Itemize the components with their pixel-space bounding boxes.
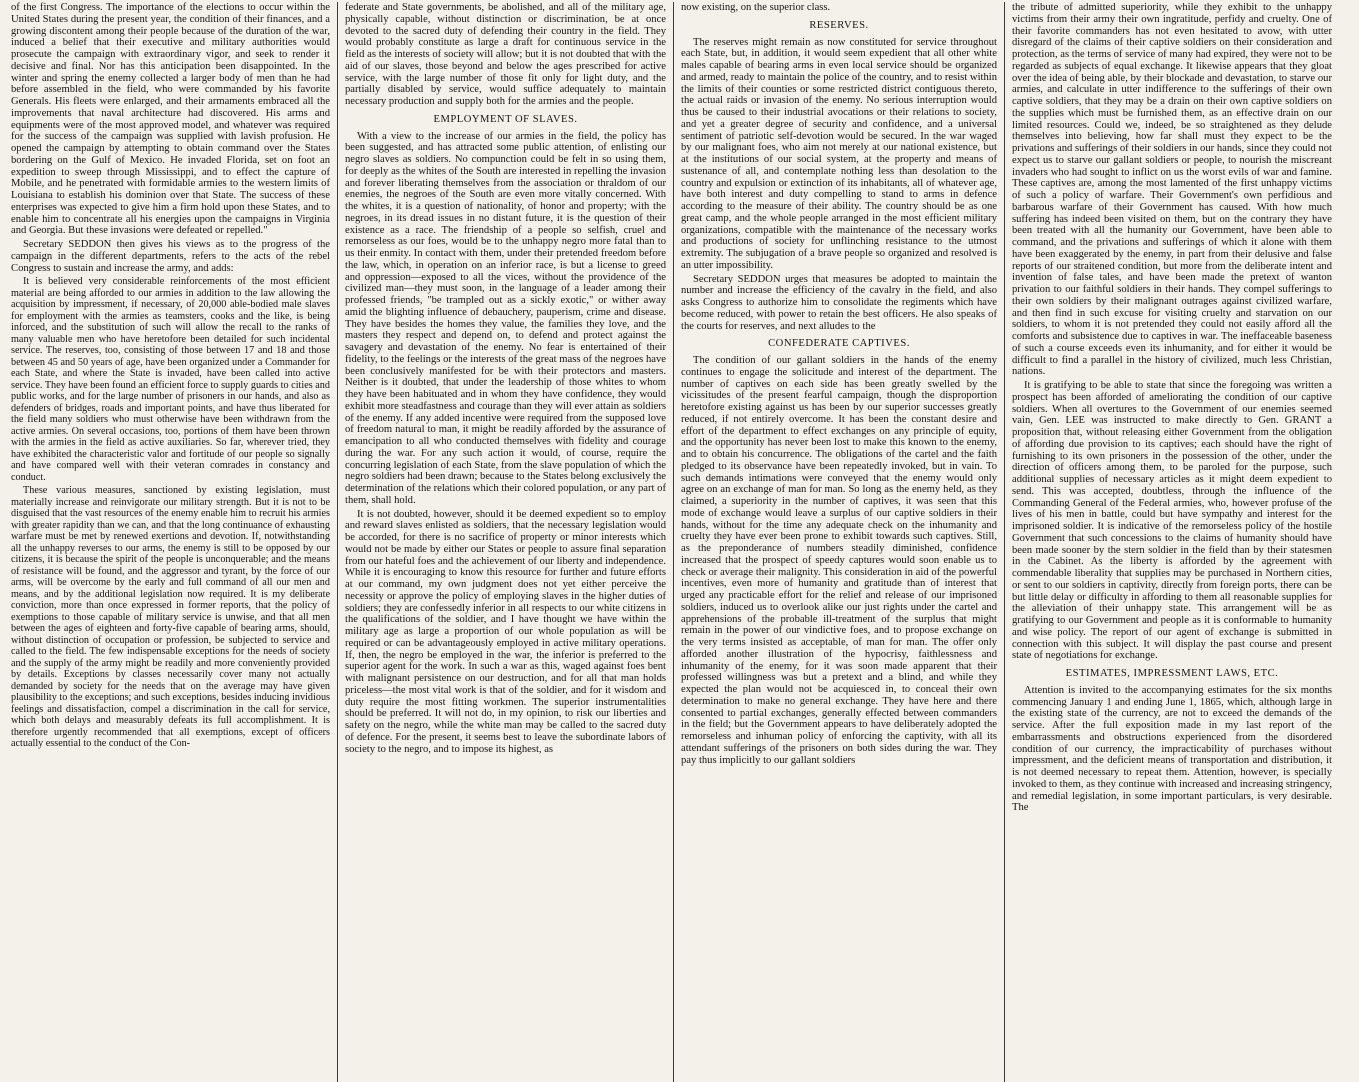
paragraph: of the first Congress. The importance of the elections to occur within the United States during the present year, the condition of their finances, and a growing discontent among their people because of the duration of the war, induced a belief that their executive and military authorities would prosecute the campaign with extraordinary vigor, and seek to render it decisive and final. Nor has this anticipation been disappointed. In the winter and spring the enemy collected a larger body of men than he had before assembled in the field, who were commanded by his favorite Generals. His fleets were enlarged, and their armaments embraced all the improvements that naval architecture had discovered. His arms and equipments were of the most approved model, and whatever was required for the success of the campaign was supplied with lavish profusion. He opened the campaign by attempting to obtain command over the States bordering on the Gulf of Mexico. He invaded Florida, set on foot an expedition to sweep through Mississippi, and to effect the capture of Mobile, and he penetrated with formidable armies to the western limits of Louisiana to establish his dominion over that State. The success of these enterprises was expected to give him a firm hold upon these States, and to enable him to concentrate all his energies upon the campaigns in Virginia and Georgia. But these invasions were defeated or repelled." — [11, 2, 330, 237]
quoted-paragraph: These various measures, sanctioned by existing legislation, must materially increase and reinvigorate our military strength. But it is not to be disguised that the vast resources of the enemy enable him to recruit his armies with greater rapidity than we can, and that the long continuance of exhausting warfare must be met by renewed exertions and devotion. If, notwithstanding all the unhappy reverses to our arms, the enemy is still to be opposed by our citizens, it is because the spirit of the people is unconquerable; and the means of resistance will be found, and the aggressor and tyrant, by the force of our arms, will be overcome by the early and full command of all our men and means, and by the additional legislation now required. It is my deliberate conviction, more than once expressed in former reports, that the policy of exemptions to those capable of military service is unwise, and that all men between the ages of eighteen and forty-five capable of bearing arms, should, without distinction of occupation or profession, be subjected to service and called to the field. The few indispensable exceptions for the needs of society and the supply of the army might be readily and more conveniently provided by details. Exceptions by classes necessarily cover many not actually demanded by society for the needs that on the average may have given plausibility to the exceptions; and such exceptions, besides inducing invidious feelings and dissatisfaction, compel a discrimination in the call for service, which both delays and measurably defeats its full accomplishment. It is therefore urgently recommended that all exemptions, except of officers actually essential to the conduct of the Con- — [11, 485, 330, 750]
column-1 — [4, 2, 337, 1082]
column-3 — [674, 2, 1004, 1082]
section-heading: RESERVES. — [809, 19, 869, 31]
paragraph: With a view to the increase of our armies in the field, the policy has been suggested, and has attracted some public attention, of enlisting our negro slaves as soldiers. No compunction could be felt in so using them, for deeply as the whites of the South are interested in repelling the invasion and forever liberating themselves from the association or thraldom of our enemies, the negroes of the South are even more vitally concerned. With the whites, it is a question of nationality, of honor and property; with the negroes, in its dread issues in no distant future, it is the question of their existence as a race. The friendship of a people so selfish, cruel and remorseless as our foes, would be to the unhappy negro more fatal than to us their enmity. In contact with them, under their pretended freedom before the law, which, in operation on an inferior race, is but a license to greed and oppression—exposed to all the vices, without the providence of the civilized man—they must soon, in the language of a leader among their professed friends, "be trampled out as a sickly exotic," or wither away amid the blighting influence of debauchery, pauperism, crime and disease. They have besides the homes they value, the families they love, and the masters they respect and depend on, to defend and protect against the savagery and devastation of the enemy. No fear is entertained of their fidelity, to the feelings or the interests of the great mass of the negroes have been conclusively manifested for be with their protectors and masters. Neither is it doubted, that under the leadership of those whites to whom they have been habituated and in whom they have confidence, they would exhibit more steadfastness and courage than they will ever attain as soldiers of the enemy. If any added incentive were required from the supposed love of freedom natural to man, it might be readily afforded by the assurance of emancipation to all who conducted themselves with fidelity and courage during the war. For any such action it would, of course, require the concurring legislation of each State, from the slave population of which the negro soldiers had been drawn; because to the States belong exclusively the determination of the relations which their colored population, or any part of them, shall hold. — [345, 130, 666, 506]
column-4 — [1005, 2, 1339, 1082]
section-heading: ESTIMATES, IMPRESSMENT LAWS, ETC. — [1065, 668, 1279, 679]
paragraph: The reserves might remain as now constituted for service throughout each State, but, in addition, it would seem expedient that all other white males capable of bearing arms in even local service should be organized and armed, ready to maintain the police of the country, and to resist within the limits of their counties or some restricted district contiguous thereto, the actual raids or invasion of the enemy. No serious interruption would thus be caused to their industrial avocations or their relations to society, and yet a greater degree of security and confidence, and a universal sentiment of patriotic self-devotion would be secured. In the war waged by our malignant foes, who aim not merely at our national existence, but at the institutions of our social system, at the property and means of sustenance of all, and contemplate nothing less than desolation to the country and expulsion or extinction of its inhabitants, all of whatever age, have both interest and duty compelling to stand to arms in defence according to the measure of their ability. The country should be as one great camp, and the whole people arranged in the most efficient military organizations, compatible with the maintenance of the necessary works and productions of society for unflinching resistance to the utmost extremity. The subjugation of a brave people so organized and resolved is an utter impossibility. — [681, 36, 997, 271]
paragraph: It is not doubted, however, should it be deemed expedient so to employ and reward slaves enlisted as soldiers, that the necessary legislation would be accorded, for there is no sacrifice of property or minor interests which would not be made by either our States or people to assure final separation from our hateful foes and the achievement of our liberty and independence. While it is encouraging to know this resource for further and future efforts at our command, my own judgment does not yet either perceive the necessity or approve the policy of employing slaves in the higher duties of soldiers; they are confessedly inferior in all respects to our white citizens in the qualifications of the soldier, and I have thought we have within the military age as large a proportion of our whole population as will be required or can be advantageously employed in active military operations. If, then, the negro be employed in the war, the inferior is preferred to the superior agent for the work. In such a war as this, waged against foes bent with malignant persistence on our destruction, and for all that man holds priceless—the most vital work is that of the soldier, and for it wisdom and duty require the most fitting workmen. The superior instrumentalities should be preferred. It will not do, in my opinion, to risk our liberties and safety on the negro, while the white man may be called to the sacred duty of defence. For the present, it seems best to leave the subordinate labors of society to the negro, and to impose its highest, as — [345, 508, 666, 755]
paragraph: The condition of our gallant soldiers in the hands of the enemy continues to engage the solicitude and interest of the department. The number of captives on each side has been greatly swelled by the vicissitudes of the present fearful campaign, though the disproportion heretofore existing against us has been by our superior successes greatly reduced, if not entirely overcome. It has been the constant desire and effort of the department to effect exchanges on any principle of equity, and the opportunity has never been lost to make this known to the enemy, and to obtain his concurrence. The obligations of the cartel and the faith pledged to its observance have been repeatedly invoked, but in vain. To such demands intimations were conveyed that the enemy would only agree on an exchange of man for man. So long as the enemy held, as they claimed, a superiority in the number of captives, it was seen that this mode of exchange would leave a surplus of our captive soldiers in their hands, without for the time any adequate check on the inhumanity and cruelty they have ever been prone to exhibit towards such captives. Still, as the preponderance of numbers steadily diminished, confidence increased that the prospect of speedy captures would soon enable us to check or average their malignity. This consideration in aid of the powerful incentives, even more of humanity and gratitude than of interest that urged any practicable effort for the relief and release of our imprisoned soldiers, induced us to overlook alike our just rights under the cartel and apprehensions of the probable ill-treatment of the surplus that might remain in the power of our vindictive foes, and to propose exchange on the very terms insisted as acceptable, of man for man. The offer only afforded another illustration of the hypocrisy, faithlessness and inhumanity of the enemy, for it was soon made apparent that their professed willingness was but a pretext and a blind, and while they expected the plan would not be acquiesced in, to conceal their own determination to make no general exchange. They have here and there consented to partial exchanges, generally effected between commanders in the field; but the Government appears to have deliberately adopted the remorseless and inhuman policy of enforcing the captivity, with all its attendant sufferings of the prisoners on both sides during the war. They pay thus implicitly to our gallant soldiers — [681, 355, 997, 766]
section-heading: CONFEDERATE CAPTIVES. — [768, 338, 910, 350]
paragraph: Attention is invited to the accompanying estimates for the six months commencing January 1 and ending June 1, 1865, which, although large in the existing state of the currency, are not to exceed the demands of the service. After the full exposition made in my last report of the embarrassments and obstructions experienced from the disordered condition of our currency, the impracticability of purchases without impressment, and the deficient means of transportation and distribution, it is not deemed necessary to repeat them. Attention, however, is specially invoked to them, as they continue with increased and increasing stringency, and remedial legislation, in some important particulars, is very desirable. The — [1012, 684, 1332, 814]
section-heading: EMPLOYMENT OF SLAVES. — [433, 113, 578, 125]
paragraph: the tribute of admitted superiority, while they exhibit to the unhappy victims from their army their own ingratitude, perfidy and cruelty. One of their favorite commanders has not even hesitated to avow, with utter disregard of the claims of their captive soldiers on their consideration and protection, as the terms of service of many had expired, they were not to be regarded as subjects of equal exchange. It likewise appears that they gloat over the idea of being able, by their blockade and devastation, to starve our armies, and calculate in utter indifference to the sufferings of their own captive soldiers, that they may be a drain on their own captive soldiers on the supplies which must be furnished them, as an effective drain on our limited resources. Could we, indeed, be so straightened as they delude themselves into believing, how far shall must they expect to be the privations and sufferings of their soldiers in our hands, since they could not expect us to starve our gallant soldiers or people, to nourish the miscreant invaders who had sought to inflict on us the worst evils of war and famine. These captives are, among the most lamented of the first unhappy victims of such a policy of warfare. Their Government's own perfidious and barbarous warfare of their Government has caused. With how much suffering has indeed been visited on them, but on the contrary they have been treated with all the humanity our Government, have been able to command, and the privations and sufferings of which it alone with them have been exaggerated by the enemy, in part from their delusive and false reports of our straitened condition, but more from the deliberate intent and invention of false tales, and have been made the pretext of wanton privation to our faithful soldiers in their hands. They compel sufferings to their own soldiers by their malignant outrages against civilized warfare, and then find in such excuse for visiting cruelty and starvation on our soldiers, to whom it is not pretended they could not easily afford all the comforts and subsistence due to captives in war. The ineffaceable baseness of such a course exceeds even its inhumanity, and for either it would be difficult to find a parallel in the history of civilized, much less Christian, nations. — [1012, 2, 1332, 378]
paragraph: federate and State governments, be abolished, and all of the military age, physically capable, without distinction or discrimination, be at once devoted to the sacred duty of defending their country in the field. They would probably constitute as large a draft for continuous service in the field as the interests of society will allow; but it is not doubted that with the aid of our slaves, those beyond and below the ages prescribed for active service, with the large number of those fit only for light duty, and the partially disabled by service, would suffice adequately to maintain necessary production and supply both for the armies and the people. — [345, 2, 666, 107]
paragraph: Secretary SEDDON then gives his views as to the progress of the campaign in the different departments, refers to the acts of the rebel Congress to sustain and increase the army, and adds: — [11, 239, 330, 274]
column-2 — [338, 2, 673, 1082]
paragraph: It is gratifying to be able to state that since the foregoing was written a prospect has been afforded of ameliorating the condition of our captive soldiers. When all overtures to the Government of our enemies seemed vain, Gen. LEE was instructed to make directly to Gen. GRANT a proposition that, without releasing either Government from the obligation of affording due provision to its captives; each should have the right of furnishing to its own prisoners in the possession of the other, under the direction of officers among them, to be paroled for the purpose, such additional supplies of necessary articles as it might deem expedient to send. This was accepted, doubtless, through the influence of the Commanding General of the Federal armies, who, however profuse of the lives of his men in battle, could but have sympathy and interest for the imprisoned soldier. It is indicative of the remorseless policy of the hostile Government that such concessions to the claims of humanity should have been made sooner by the stern soldier in the field than by their statesmen in the Cabinet. As the liberty is afforded by the agreement with commendable liberality that supplies may be purchased in Northern cities, or sent to our soldiers in captivity, directly from foreign ports, there can be but little delay or difficulty in affording to them all reasonable supplies for the alleviation of their unhappy state. This arrangement will be as gratifying to our Government and people as it is conformable to humanity and wise policy. The report of our agent of exchange is submitted in connection with this subject. It will display the past course and present state of negotiations for exchange. — [1012, 380, 1332, 662]
paragraph: now existing, on the superior class. — [681, 2, 831, 13]
quoted-paragraph: It is believed very considerable reinforcements of the most efficient material are being afforded to our armies in addition to the law allowing the acquisition by impressment, if necessary, of 20,000 able-bodied male slaves for employment with the armies as teamsters, cooks and the like, is being inforced, and the substitution of such will allow the recall to the ranks of many valuable men who have heretofore been detailed for such incidental service. The reserves, too, consisting of those between 17 and 18 and those between 45 and 50 years of age, have been organized under a Commander for each State, and where the State is invaded, have been called into active service. They have been found an efficient force to supply guards to cities and public works, and for the large number of prisoners in our hands, and also as defenders of bridges, roads and important points, and have thus liberated for the field many soldiers who must otherwise have been withdrawn from the active armies. On several occasions, too, portions of them have been thrown with the armies in the field as active auxiliaries. So far, wherever tried, they have exhibited the characteristic valor and fortitude of our people so signally and have compared well with their veteran comrades in constancy and conduct. — [11, 276, 330, 483]
paragraph: Secretary SEDDON urges that measures be adopted to maintain the number and increase the efficiency of the cavalry in the field, and also asks Congress to authorize him to consolidate the regiments which have become reduced, with power to retain the best officers. He also speaks of the courts for reserves, and next alludes to the — [681, 273, 997, 332]
